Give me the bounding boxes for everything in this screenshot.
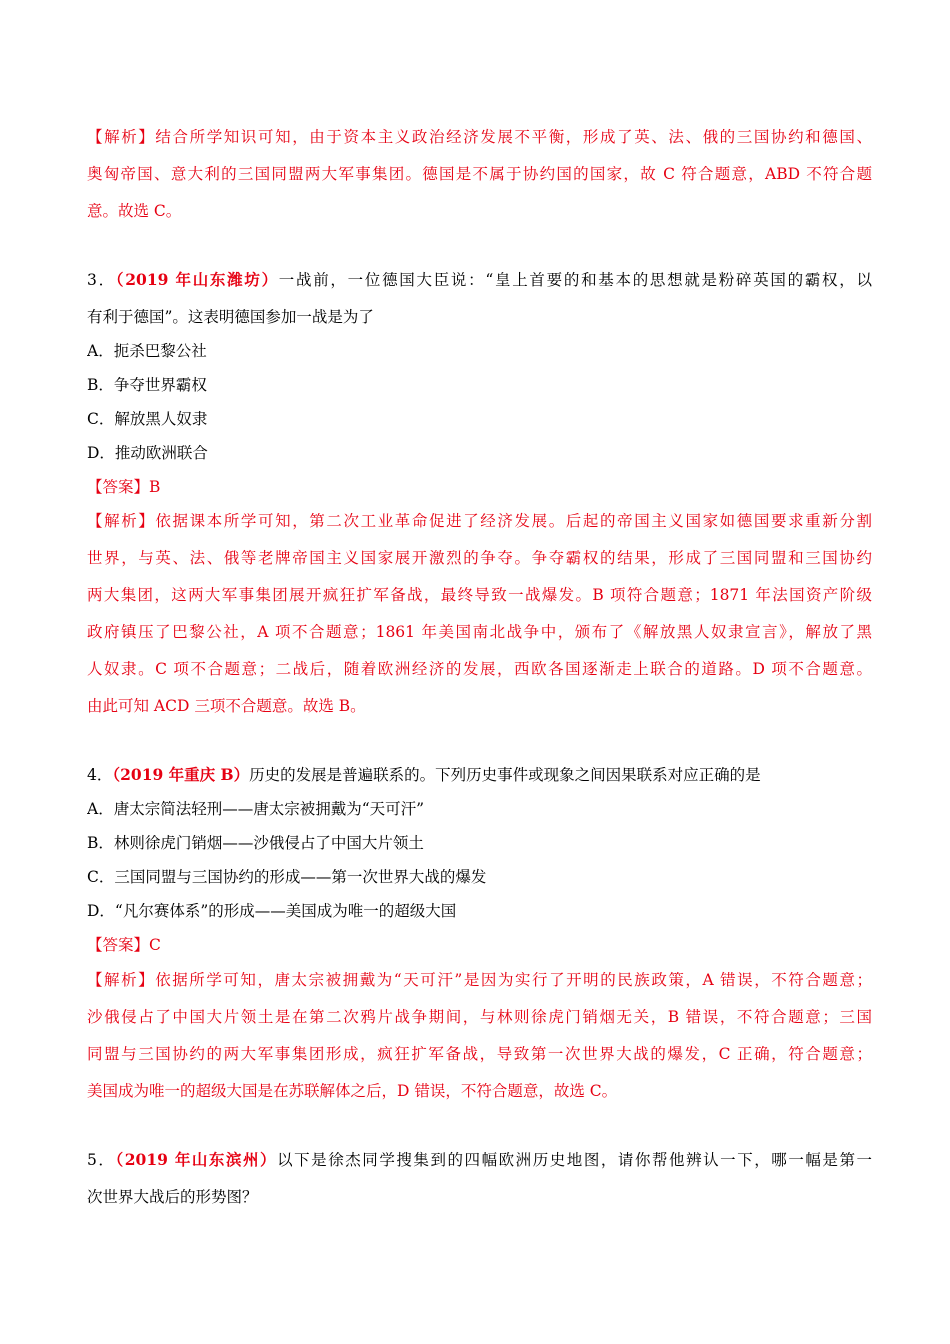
q3-option-d: D．推动欧洲联合	[87, 444, 208, 462]
q3-answer-value: B	[149, 478, 161, 496]
q3-answer-tag: 【答案】	[87, 478, 150, 496]
q4-analysis-text-1: 依据所学可知，唐太宗被拥戴为“天可汗”是因为实行了开明的民族政策，A 错误，不符合题意；	[155, 971, 872, 989]
q3-analysis-line-6: 由此可知 ACD 三项不合题意。故选 B。	[87, 697, 366, 715]
q5-number: 5．	[87, 1151, 116, 1169]
q3-stem-line-2: 有利于德国”。这表明德国参加一战是为了	[87, 308, 374, 326]
q4-source: （2019 年重庆 B）	[112, 765, 250, 784]
q2-analysis-line-2: 奥匈帝国、意大利的三国同盟两大军事集团。德国是不属于协约国的国家，故 C 符合题意，ABD 不符合题	[87, 165, 872, 183]
q5-stem-text-1: 以下是徐杰同学搜集到的四幅欧洲历史地图，请你帮他辨认一下，哪一幅是第一	[277, 1151, 872, 1169]
q3-analysis-text-1: 依据课本所学可知，第二次工业革命促进了经济发展。后起的帝国主义国家如德国要求重新分割	[155, 512, 872, 530]
q4-answer-tag: 【答案】	[87, 936, 150, 954]
q3-analysis-line-2: 世界，与英、法、俄等老牌帝国主义国家展开激烈的争夺。争夺霸权的结果，形成了三国同盟和三国协约	[87, 549, 872, 567]
q2-analysis-text-1: 结合所学知识可知，由于资本主义政治经济发展不平衡，形成了英、法、俄的三国协约和德国、	[155, 128, 872, 146]
q4-stem-text: 历史的发展是普遍联系的。下列历史事件或现象之间因果联系对应正确的是	[249, 766, 761, 784]
q3-analysis-line-4: 政府镇压了巴黎公社，A 项不合题意；1861 年美国南北战争中，颁布了《解放黑人奴隶宣言》，解放了黑	[87, 623, 872, 641]
q4-number: 4．	[87, 766, 113, 784]
q4-analysis-line-2: 沙俄侵占了中国大片领土是在第二次鸦片战争期间，与林则徐虎门销烟无关，B 错误，不符合题意；三国	[87, 1008, 872, 1026]
q4-answer-value: C	[149, 936, 161, 954]
q4-stem	[87, 765, 872, 785]
q3-answer	[87, 477, 872, 497]
q4-option-d: D．“凡尔赛体系”的形成——美国成为唯一的超级大国	[87, 902, 457, 920]
q5-stem-line-1	[87, 1150, 872, 1170]
q3-option-a: A．扼杀巴黎公社	[87, 342, 207, 360]
q4-option-a: A．唐太宗简法轻刑——唐太宗被拥戴为“天可汗”	[87, 800, 425, 818]
q5-source: （2019 年山东滨州）	[115, 1150, 278, 1169]
q4-answer	[87, 935, 872, 955]
q5-stem-line-2: 次世界大战后的形势图？	[87, 1188, 258, 1206]
q2-analysis-tag: 【解析】	[87, 128, 156, 146]
q3-source: （2019 年山东潍坊）	[115, 270, 279, 289]
q4-analysis-line-4: 美国成为唯一的超级大国是在苏联解体之后，D 错误，不符合题意，故选 C。	[87, 1082, 618, 1100]
q2-analysis-line-3: 意。故选 C。	[87, 202, 182, 220]
q3-option-b: B．争夺世界霸权	[87, 376, 207, 394]
q3-analysis-line-5: 人奴隶。C 项不合题意；二战后，随着欧洲经济的发展，西欧各国逐渐走上联合的道路。D 项不合题意。	[87, 660, 872, 678]
q4-option-c: C．三国同盟与三国协约的形成——第一次世界大战的爆发	[87, 868, 487, 886]
q4-analysis-line-1	[87, 970, 872, 990]
q3-stem-text-1: 一战前，一位德国大臣说：“皇上首要的和基本的思想就是粉碎英国的霸权，以	[278, 271, 872, 289]
q3-analysis-tag: 【解析】	[87, 512, 156, 530]
q3-analysis-line-3: 两大集团，这两大军事集团展开疯狂扩军备战，最终导致一战爆发。B 项符合题意；1871 年法国资产阶级	[87, 586, 872, 604]
q3-number: 3．	[87, 271, 116, 289]
q2-analysis-line-1	[87, 127, 872, 147]
q4-analysis-line-3: 同盟与三国协约的两大军事集团形成，疯狂扩军备战，导致第一次世界大战的爆发，C 正确，符合题意；	[87, 1045, 872, 1063]
q3-analysis-line-1	[87, 511, 872, 531]
q3-option-c: C．解放黑人奴隶	[87, 410, 208, 428]
q3-stem-line-1	[87, 270, 872, 290]
q4-option-b: B．林则徐虎门销烟——沙俄侵占了中国大片领土	[87, 834, 424, 852]
q4-analysis-tag: 【解析】	[87, 971, 156, 989]
